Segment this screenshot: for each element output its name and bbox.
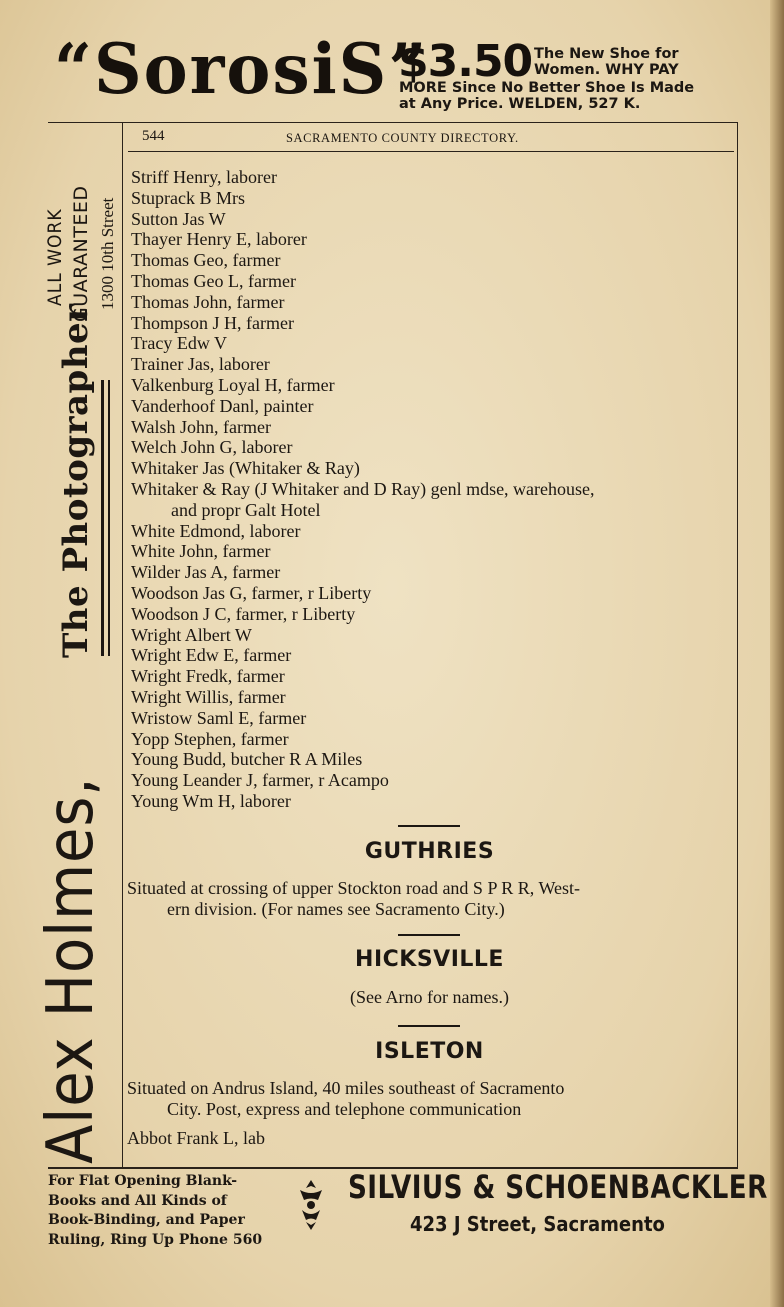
list-item: Whitaker & Ray (J Whitaker and D Ray) genl mdse, warehouse, <box>131 478 595 499</box>
directory-listing <box>131 167 737 812</box>
list-item: Wright Willis, farmer <box>131 686 286 707</box>
side-ad-line-1: ALL WORK <box>44 208 66 306</box>
isleton-description <box>127 1078 737 1149</box>
list-item: White Edmond, laborer <box>131 520 301 541</box>
guthries-description <box>127 878 737 920</box>
list-item: Thompson J H, farmer <box>131 312 294 333</box>
side-ad-line-2: GUARANTEED <box>70 185 92 322</box>
header-rule <box>128 151 734 152</box>
list-item: Valkenburg Loyal H, farmer <box>131 374 335 395</box>
isleton-line-2: City. Post, express and telephone communication <box>167 1099 522 1119</box>
ad-text-upper <box>534 46 679 78</box>
ad-line-2: Women. WHY PAY <box>534 62 679 78</box>
list-item-continuation: and propr Galt Hotel <box>171 499 321 520</box>
list-item: Wright Edw E, farmer <box>131 645 292 666</box>
section-rule-isleton <box>398 1025 460 1027</box>
isleton-line-1: Situated on Andrus Island, 40 miles southeast of Sacramento <box>127 1078 565 1098</box>
shoe-price: $3.50 <box>398 36 533 87</box>
list-item: Wristow Saml E, farmer <box>131 707 307 728</box>
section-title-guthries: GUTHRIES <box>364 839 495 864</box>
list-item: Wright Fredk, farmer <box>131 666 285 687</box>
company-name: SILVIUS & SCHOENBACKLER <box>348 1168 768 1206</box>
list-item: Welch John G, laborer <box>131 437 293 458</box>
list-item: Thomas John, farmer <box>131 291 285 312</box>
fleuron-ornament-icon <box>294 1178 328 1232</box>
guthries-line-2: ern division. (For names see Sacramento City.) <box>167 899 505 919</box>
list-item: Tracy Edw V <box>131 333 228 354</box>
company-address: 423 J Street, Sacramento <box>410 1212 665 1236</box>
list-item: Thomas Geo, farmer <box>131 250 281 271</box>
bottom-ad-left <box>48 1172 262 1250</box>
side-ad-thick-rule <box>101 380 104 656</box>
section-rule-guthries <box>398 825 460 827</box>
list-item: Sutton Jas W <box>131 208 226 229</box>
section-title-hicksville: HICKSVILLE <box>355 947 504 972</box>
side-ad-tagline: The Photographer <box>56 303 96 658</box>
guthries-line-1: Situated at crossing of upper Stockton road and S P R R, West- <box>127 878 581 898</box>
list-item: Young Wm H, laborer <box>131 790 291 811</box>
list-item: Young Leander J, farmer, r Acampo <box>131 770 389 791</box>
list-item: White John, farmer <box>131 541 271 562</box>
list-item: Thomas Geo L, farmer <box>131 270 296 291</box>
list-item: Walsh John, farmer <box>131 416 272 437</box>
list-item: Yopp Stephen, farmer <box>131 728 289 749</box>
page-edge-shadow <box>770 0 784 1307</box>
bottom-ad-line-3: Book-Binding, and Paper <box>48 1212 245 1228</box>
side-ad-name: Alex Holmes, <box>34 776 108 1164</box>
list-item: Abbot Frank L, lab <box>127 1128 265 1148</box>
ad-line-1: The New Shoe for <box>534 46 679 62</box>
list-item: Whitaker Jas (Whitaker & Ray) <box>131 458 360 479</box>
section-title-isleton: ISLETON <box>375 1039 484 1064</box>
ad-text-lower <box>399 80 694 112</box>
list-item: Woodson J C, farmer, r Liberty <box>131 603 356 624</box>
top-advertisement <box>48 28 738 120</box>
ad-line-4: at Any Price. WELDEN, 527 K. <box>399 96 641 112</box>
ad-line-3: MORE Since No Better Shoe Is Made <box>399 80 695 96</box>
frame-right-rule <box>737 122 738 1168</box>
list-item: Vanderhoof Danl, painter <box>131 395 314 416</box>
sidebar-divider <box>122 122 123 1168</box>
list-item: Young Budd, butcher R A Miles <box>131 749 363 770</box>
bottom-ad-line-4: Ruling, Ring Up Phone 560 <box>48 1231 263 1248</box>
hicksville-note: (See Arno for names.) <box>350 987 509 1007</box>
frame-top-rule <box>48 122 738 123</box>
side-ad-address: 1300 10th Street <box>98 197 117 310</box>
bottom-ad-line-2: Books and All Kinds of <box>48 1192 227 1209</box>
side-ad-thin-rule <box>108 380 110 656</box>
list-item: Wilder Jas A, farmer <box>131 562 281 583</box>
page-number: 544 <box>142 128 165 144</box>
list-item: Wright Albert W <box>131 624 252 645</box>
sorosis-brand: “SorosiS” <box>54 28 429 110</box>
list-item: Thayer Henry E, laborer <box>131 229 307 250</box>
bottom-ad-line-1: For Flat Opening Blank- <box>48 1173 238 1189</box>
list-item: Trainer Jas, laborer <box>131 354 270 375</box>
list-item: Woodson Jas G, farmer, r Liberty <box>131 582 372 603</box>
section-rule-hicksville <box>398 934 460 936</box>
list-item: Stuprack B Mrs <box>131 187 245 208</box>
running-head: SACRAMENTO COUNTY DIRECTORY. <box>286 131 519 145</box>
list-item: Striff Henry, laborer <box>131 167 277 187</box>
